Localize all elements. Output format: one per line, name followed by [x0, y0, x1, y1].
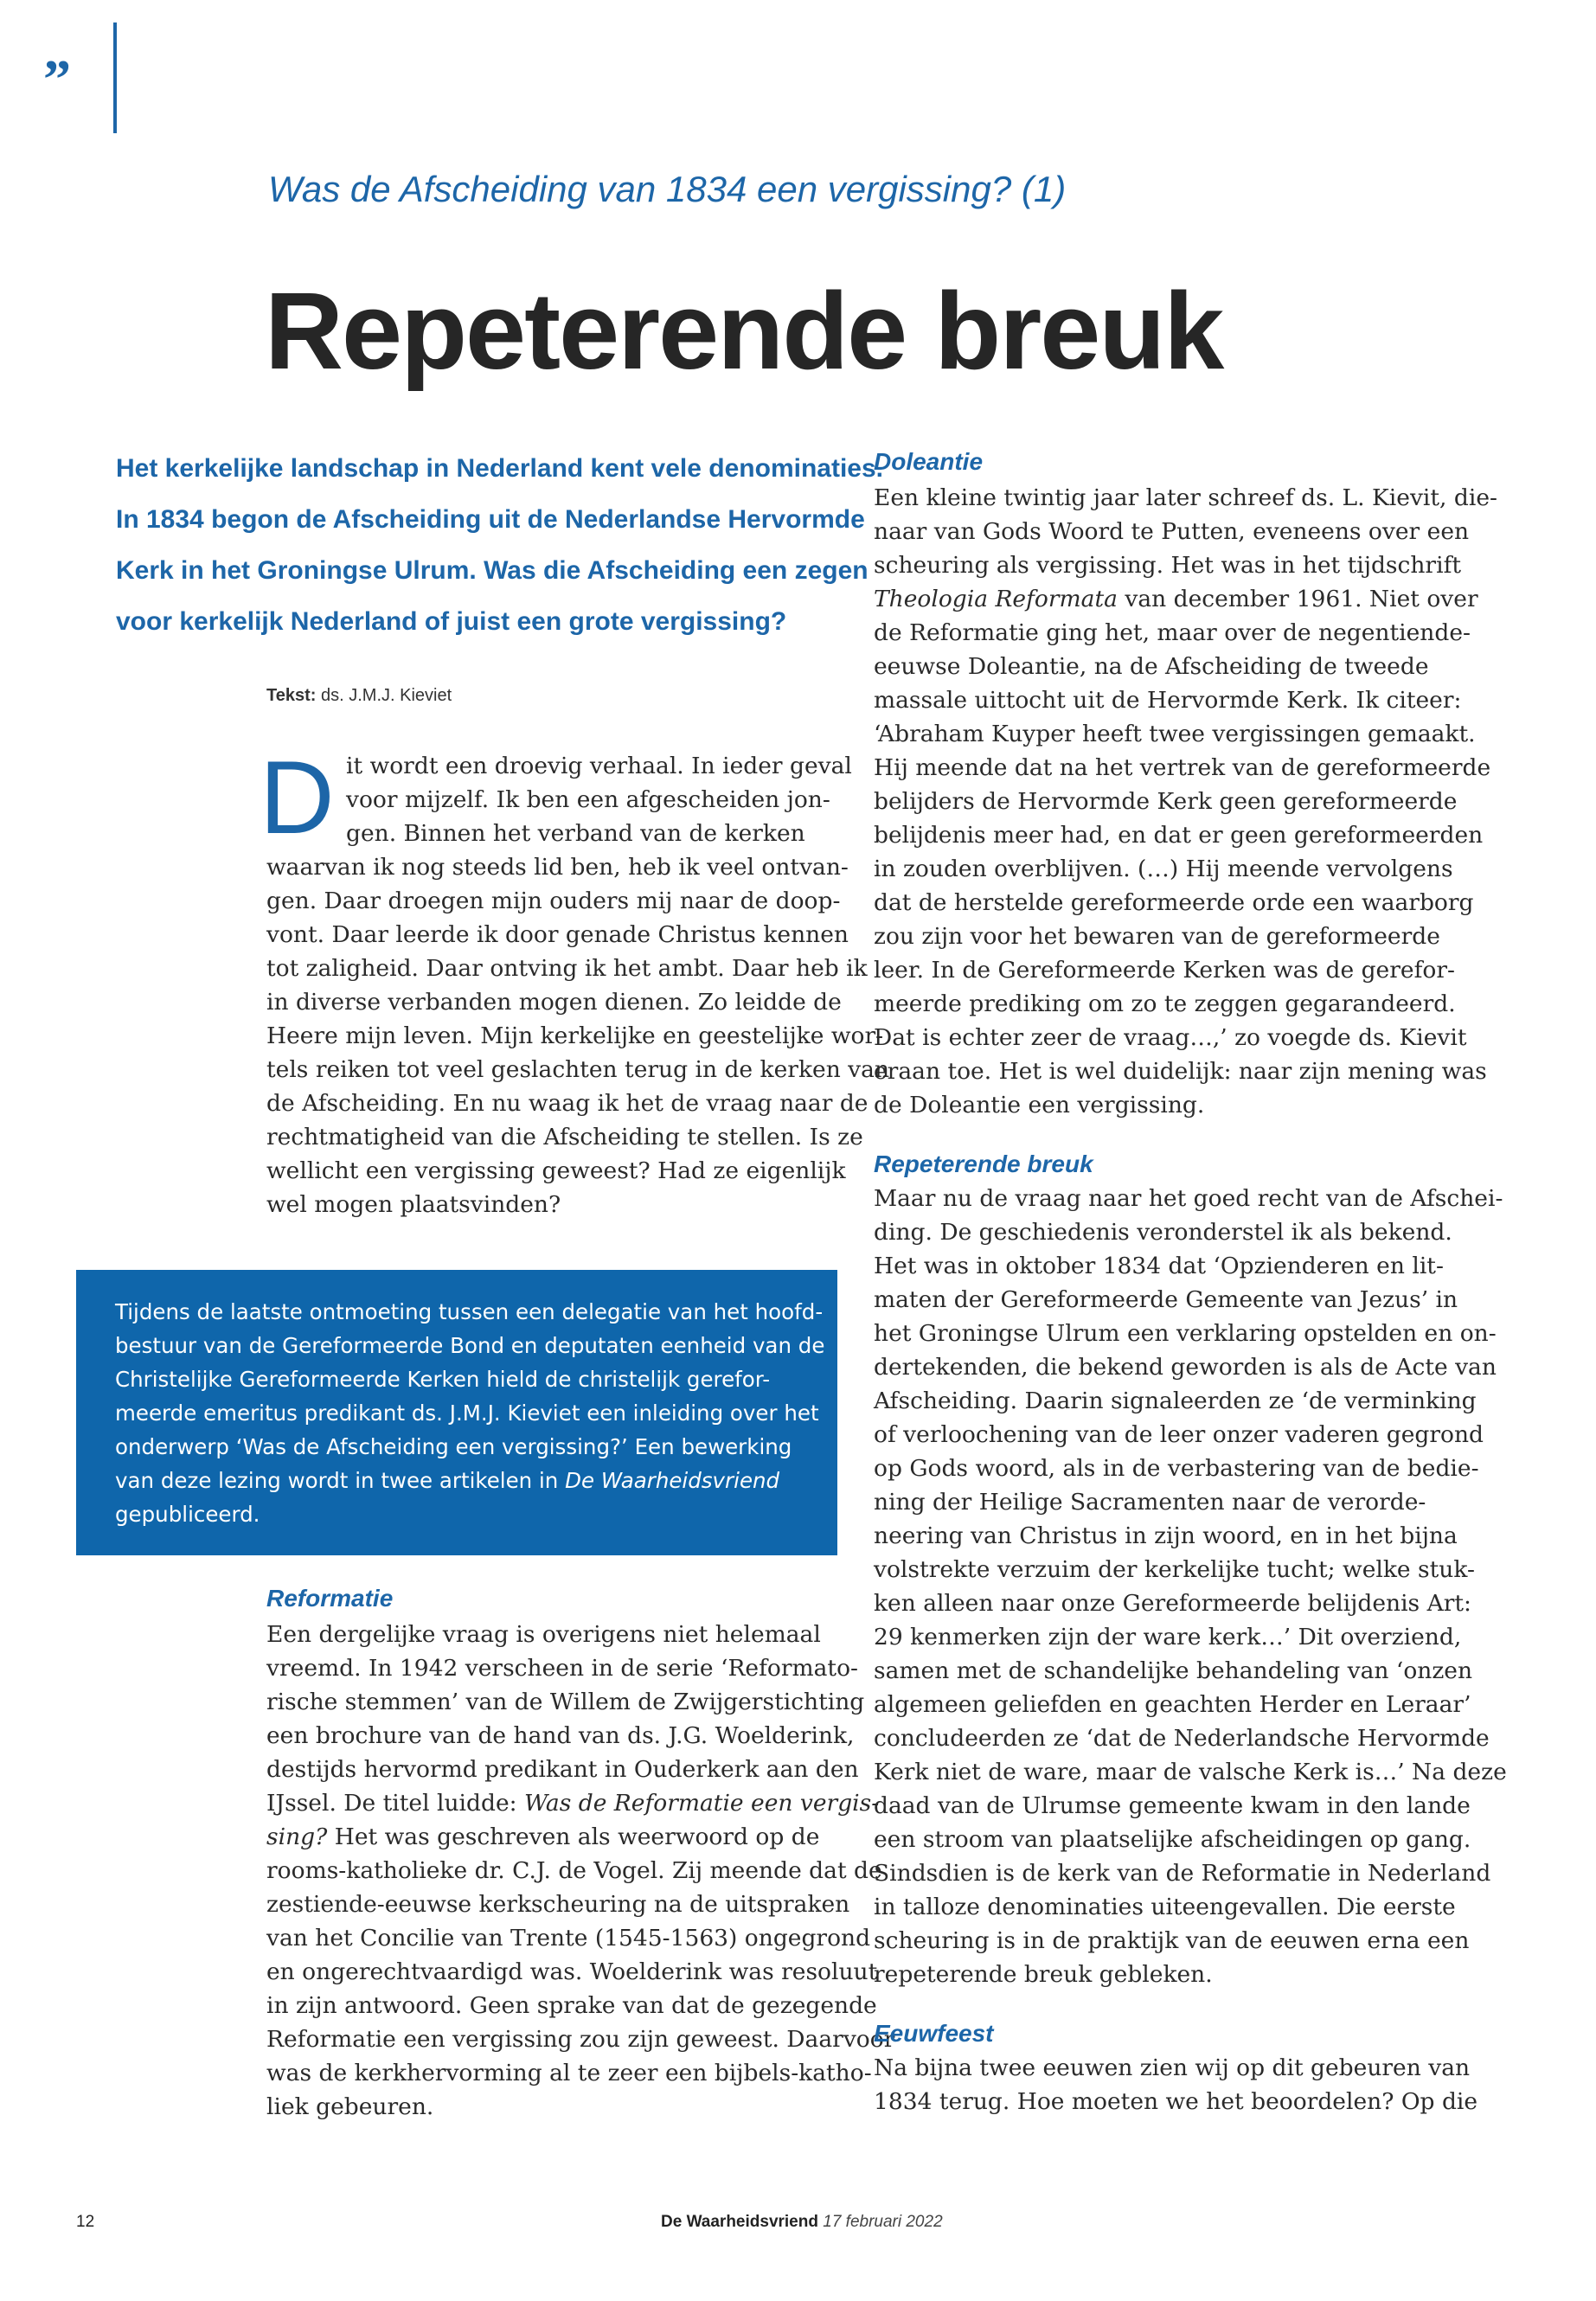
magazine-title: De Waarheidsvriend [661, 2213, 818, 2231]
text-line [266, 1820, 894, 1854]
repeterende-paragraph [874, 1182, 1507, 1991]
text-line: Hij meende dat na het vertrek van de gereformeerde [874, 754, 1491, 781]
section-heading-doleantie: Doleantie [874, 448, 984, 475]
text-line: daad van de Ulrumse gemeente kwam in den lande [874, 1792, 1471, 1819]
text-line: meerde prediking om zo te zeggen gegarandeerd. [874, 990, 1456, 1017]
text-segment: van december 1961. Niet over [1117, 586, 1478, 612]
text-line: Een kleine twintig jaar later schreef ds. L. Kievit, die- [874, 484, 1497, 511]
lead-line: In 1834 begon de Afscheiding uit de Nederlandse Hervormde [116, 505, 865, 534]
text-segment: Het was geschreven als weerwoord op de [327, 1823, 820, 1850]
text-line: zou zijn voor het bewaren van de gereformeerde [874, 923, 1440, 950]
text-line: Heere mijn leven. Mijn kerkelijke en geestelijke wor- [266, 1022, 884, 1049]
text-line: in zouden overblijven. (…) Hij meende vervolgens [874, 856, 1453, 882]
text-line: de Afscheiding. En nu waag ik het de vraag naar de [266, 1090, 869, 1117]
text-line: de Reformatie ging het, maar over de negentiende- [874, 619, 1471, 646]
text-line: gen. Daar droegen mijn ouders mij naar de doop- [266, 888, 841, 914]
text-line: wellicht een vergissing geweest? Had ze eigenlijk [266, 1157, 846, 1184]
text-line: een stroom van plaatselijke afscheidingen op gang. [874, 1826, 1471, 1853]
text-line: gepubliceerd. [115, 1502, 260, 1527]
byline [266, 686, 452, 706]
text-line: scheuring is in de praktijk van de eeuwen erna een [874, 1927, 1470, 1954]
text-line: een brochure van de hand van ds. J.G. Woelderink, [266, 1722, 855, 1749]
text-line: repeterende breuk gebleken. [874, 1961, 1213, 1988]
article-lead [116, 443, 883, 647]
text-line: ding. De geschiedenis veronderstel ik als bekend. [874, 1219, 1452, 1246]
book-title-end: sing? [266, 1823, 328, 1850]
issue-date: 17 februari 2022 [823, 2213, 943, 2231]
page-number: 12 [76, 2213, 95, 2231]
book-title: Was de Reformatie een vergis- [523, 1790, 880, 1817]
text-line: Kerk niet de ware, maar de valsche Kerk is…’ Na deze [874, 1759, 1507, 1785]
text-line: rechtmatigheid van die Afscheiding te stellen. Is ze [266, 1124, 863, 1150]
text-line: Tijdens de laatste ontmoeting tussen een delegatie van het hoofd- [115, 1299, 824, 1324]
lead-line: Kerk in het Groningse Ulrum. Was die Afscheiding een zegen [116, 556, 869, 585]
text-line: ning der Heilige Sacramenten naar de verorde- [874, 1489, 1426, 1516]
text-line: was de kerkhervorming al te zeer een bijbels-katho- [266, 2060, 872, 2086]
text-line: Het was in oktober 1834 dat ‘Opzienderen en lit- [874, 1253, 1444, 1279]
text-line: Afscheiding. Daarin signaleerden ze ‘de verminking [874, 1388, 1477, 1414]
doleantie-paragraph [874, 481, 1497, 1122]
text-line: het Groningse Ulrum een verklaring opstelden en on- [874, 1320, 1497, 1347]
text-line [874, 582, 1497, 616]
section-heading-eeuwfeest: Eeuwfeest [874, 2020, 994, 2047]
text-line: algemeen geliefden en geachten Herder en Leraar’ [874, 1691, 1471, 1718]
text-line: onderwerp ‘Was de Afscheiding een vergissing?’ Een bewerking [115, 1434, 792, 1459]
text-line: Sindsdien is de kerk van de Reformatie in Nederland [874, 1860, 1491, 1887]
article-title: Repeterende breuk [265, 270, 1223, 392]
text-line: in talloze denominaties uiteengevallen. Die eerste [874, 1894, 1456, 1920]
text-segment: IJssel. De titel luidde: [266, 1790, 524, 1817]
text-line: meerde emeritus predikant ds. J.M.J. Kieviet een inleiding over het [115, 1400, 819, 1426]
eeuwfeest-paragraph [874, 2051, 1477, 2118]
byline-author: ds. J.M.J. Kieviet [320, 686, 452, 705]
text-line: bestuur van de Gereformeerde Bond en deputaten eenheid van de [115, 1333, 825, 1358]
text-line [266, 1786, 894, 1820]
text-line: samen met de schandelijke behandeling van ‘onzen [874, 1657, 1473, 1684]
text-line: belijders de Hervormde Kerk geen gereformeerde [874, 788, 1458, 815]
magazine-name: De Waarheidsvriend [565, 1468, 780, 1493]
text-line: belijdenis meer had, en dat er geen gereformeerden [874, 822, 1484, 849]
section-heading-repeterende-breuk: Repeterende breuk [874, 1150, 1093, 1177]
quote-mark-icon: ” [43, 48, 71, 110]
text-line: scheuring als vergissing. Het was in het tijdschrift [874, 552, 1462, 579]
text-line: tot zaligheid. Daar ontving ik het ambt. Daar heb ik [266, 955, 868, 982]
text-line: wel mogen plaatsvinden? [266, 1191, 561, 1218]
text-line: in zijn antwoord. Geen sprake van dat de gezegende [266, 1992, 877, 2019]
text-line: dat de herstelde gereformeerde orde een waarborg [874, 889, 1474, 916]
text-line: en ongerechtvaardigd was. Woelderink was resoluut [266, 1958, 878, 1985]
text-line: waarvan ik nog steeds lid ben, heb ik veel ontvan- [266, 854, 849, 881]
text-line: dertekenden, die bekend geworden is als de Acte van [874, 1354, 1497, 1381]
text-line: rooms-katholieke dr. C.J. de Vogel. Zij meende dat de [266, 1857, 882, 1884]
text-line: van het Concilie van Trente (1545-1563) ongegrond [266, 1925, 871, 1952]
text-line: ‘Abraham Kuyper heeft twee vergissingen gemaakt. [874, 721, 1476, 747]
text-line: vreemd. In 1942 verscheen in de serie ‘Reformato- [266, 1655, 858, 1682]
text-line: Een dergelijke vraag is overigens niet helemaal [266, 1621, 821, 1648]
article-kicker: Was de Afscheiding van 1834 een vergissing? (1) [268, 169, 1067, 209]
intro-paragraph [266, 749, 889, 1221]
text-line: gen. Binnen het verband van de kerken [346, 820, 805, 847]
text-line: 1834 terug. Hoe moeten we het beoordelen? Op die [874, 2088, 1478, 2115]
text-line: Na bijna twee eeuwen zien wij op dit gebeuren van [874, 2054, 1471, 2081]
drop-cap: D [260, 740, 335, 856]
text-line: maten der Gereformeerde Gemeente van Jezus’ in [874, 1286, 1458, 1313]
text-line: Reformatie een vergissing zou zijn geweest. Daarvoor [266, 2026, 895, 2053]
text-line: Christelijke Gereformeerde Kerken hield de christelijk gerefor- [115, 1367, 771, 1392]
text-line: liek gebeuren. [266, 2093, 434, 2120]
text-line: leer. In de Gereformeerde Kerken was de gerefor- [874, 957, 1455, 984]
text-line: destijds hervormd predikant in Ouderkerk aan den [266, 1756, 859, 1783]
text-line: vont. Daar leerde ik door genade Christus kennen [266, 921, 849, 948]
info-box-text [115, 1295, 824, 1531]
text-line: concludeerden ze ‘dat de Nederlandsche Hervormde [874, 1725, 1490, 1752]
footer-publication [661, 2213, 943, 2232]
text-line: Dat is echter zeer de vraag…,’ zo voegde ds. Kievit [874, 1024, 1467, 1051]
header-divider [113, 22, 117, 133]
text-line: Maar nu de vraag naar het goed recht van de Afschei- [874, 1185, 1503, 1212]
lead-line: voor kerkelijk Nederland of juist een grote vergissing? [116, 607, 787, 636]
text-line: massale uittocht uit de Hervormde Kerk. Ik citeer: [874, 687, 1462, 714]
lead-line: Het kerkelijke landschap in Nederland kent vele denominaties. [116, 454, 883, 483]
byline-label: Tekst: [266, 686, 317, 705]
text-line: volstrekte verzuim der kerkelijke tucht; welke stuk- [874, 1556, 1475, 1583]
text-segment: van deze lezing wordt in twee artikelen in [115, 1468, 566, 1493]
section-heading-reformatie: Reformatie [266, 1585, 394, 1612]
text-line: naar van Gods Woord te Putten, eveneens over een [874, 518, 1470, 545]
text-line: tels reiken tot veel geslachten terug in de kerken van [266, 1056, 890, 1083]
journal-title: Theologia Reformata [874, 586, 1118, 612]
text-line: neering van Christus in zijn woord, en in het bijna [874, 1522, 1458, 1549]
text-line: op Gods woord, als in de verbastering van de bedie- [874, 1455, 1479, 1482]
reformatie-paragraph [266, 1618, 894, 2124]
text-line: ken alleen naar onze Gereformeerde belijdenis Art: [874, 1590, 1471, 1617]
text-line: eeuwse Doleantie, na de Afscheiding de tweede [874, 653, 1429, 680]
text-line: in diverse verbanden mogen dienen. Zo leidde de [266, 989, 842, 1016]
text-line: 29 kenmerken zijn der ware kerk…’ Dit overziend, [874, 1624, 1462, 1650]
text-line [115, 1464, 824, 1497]
text-line: it wordt een droevig verhaal. In ieder geval [346, 753, 852, 779]
text-line: rische stemmen’ van de Willem de Zwijgerstichting [266, 1689, 865, 1715]
text-line: zestiende-eeuwse kerkscheuring na de uitspraken [266, 1891, 850, 1918]
text-line: of verloochening van de leer onzer vaderen gegrond [874, 1421, 1484, 1448]
text-line: voor mijzelf. Ik ben een afgescheiden jon- [346, 786, 830, 813]
text-line: eraan toe. Het is wel duidelijk: naar zijn mening was [874, 1058, 1487, 1085]
text-line: de Doleantie een vergissing. [874, 1092, 1205, 1118]
